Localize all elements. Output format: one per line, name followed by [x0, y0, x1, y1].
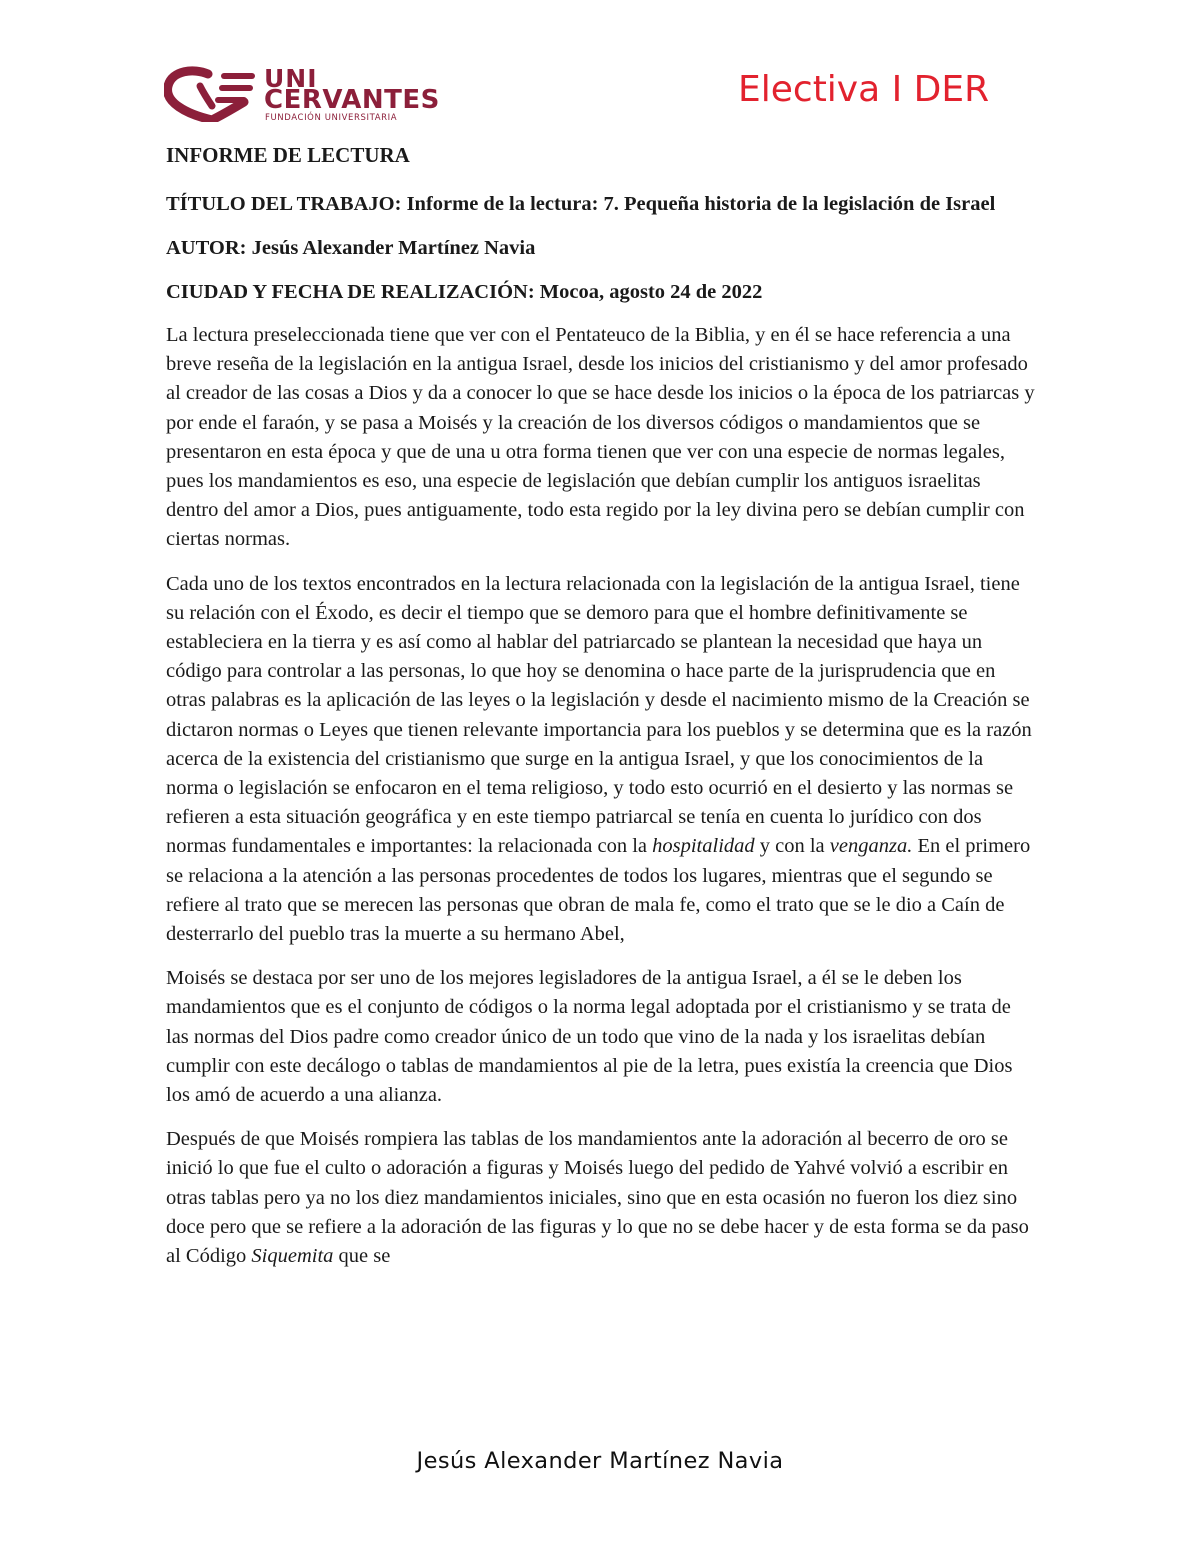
paragraph-1: La lectura preseleccionada tiene que ver con el Pentateuco de la Biblia, y en él se hace referencia a una breve reseña de la legislación en la antigua Israel, desde los inicios del cristianismo y del amor profesado al creador de las cosas a Dios y da a conocer lo que se hace desde los inicios o la época de los patriarcas y por ende el faraón, y se pasa a Moisés y la creación de los diversos códigos o mandamientos que se presentaron en esta época y que de una u otra forma tienen que ver con una especie de normas legales, pues los mandamientos es eso, una especie de legislación que debían cumplir los antiguos israelitas dentro del amor a Dios, pues antiguamente, todo esta regido por la ley divina pero se debían cumplir con ciertas normas. [166, 324, 1035, 551]
city-date-value: Mocoa, agosto 24 de 2022 [539, 281, 763, 303]
logo-text-fundacion: FUNDACIÓN UNIVERSITARIA [265, 113, 398, 123]
paragraph-2-text-a: Cada uno de los textos encontrados en la lectura relacionada con la legislación de la antigua Israel, tiene su relación con el Éxodo, es decir el tiempo que se demoro para que el hombre definitivamente se estableciera en la tierra y es así como al hablar del patriarcado se plantean la necesidad que haya un código para controlar a las personas, lo que hoy se denomina o hace parte de la jurisprudencia que en otras palabras es la aplicación de las leyes o la legislación y desde el nacimiento mismo de la Creación se dictaron normas o Leyes que tienen relevante importancia para los pueblos y se determina que es la razón acerca de la existencia del cristianismo que surge en la antigua Israel, y que los conocimientos de la norma o legislación se enfocaron en el tema religioso, y todo esto ocurrió en el desierto y las normas se refieren a esta situación geográfica y en este tiempo patriarcal se tenía en cuenta lo jurídico con dos normas fundamentales e importantes: la relacionada con la [166, 572, 1032, 858]
paragraph-2-text-b: y con la [754, 835, 830, 858]
author-value: Jesús Alexander Martínez Navia [251, 237, 536, 259]
paragraph-4 [166, 1125, 1038, 1271]
title-label: TÍTULO DEL TRABAJO: [166, 193, 402, 215]
city-date-field [166, 277, 1038, 307]
title-field [166, 189, 1038, 219]
author-field [166, 233, 1038, 263]
paragraph-2 [166, 570, 1038, 950]
logo-text-cervantes: CERVANTES [264, 85, 440, 115]
logo-text-uni: UNI [264, 64, 318, 93]
paragraph-3: Moisés se destaca por ser uno de los mejores legisladores de la antigua Israel, a él se le deben los mandamientos que es el conjunto de códigos o la norma legal adoptada por el cristianismo y se trata de las normas del Dios padre como creador único de un todo que vino de la nada y los israelitas debían cumplir con este decálogo o tablas de mandamientos al pie de la letra, pues existía la creencia que Dios los amó de acuerdo a una alianza. [166, 967, 1013, 1107]
paragraph-4-text-a: Después de que Moisés rompiera las tablas de los mandamientos ante la adoración al becerro de oro se inició lo que fue el culto o adoración a figuras y Moisés luego del pedido de Yahvé volvió a escribir en otras tablas pero ya no los diez mandamientos iniciales, sino que en esta ocasión no fueron los diez sino doce pero que se refiere a la adoración de las figuras y lo que no se debe hacer y de esta forma se da paso al Código [166, 1128, 1029, 1268]
document-heading: INFORME DE LECTURA [166, 143, 410, 167]
logo-mark-icon [164, 66, 260, 122]
page-footer-author: Jesús Alexander Martínez Navia [416, 1448, 784, 1474]
paragraph-2-italic-hospitalidad: hospitalidad [652, 835, 755, 858]
paragraph-2-italic-venganza: venganza. [829, 835, 913, 858]
course-title: Electiva I DER [738, 69, 990, 110]
paragraph-4-italic-siquemita: Siquemita [251, 1245, 334, 1268]
paragraph-2-text-c: En el primero se relaciona a la atención a las personas procedentes de todos los lugares, mientras que el segundo se refiere al trato que se merecen las personas que obran de mala fe, como el trato que se le dio a Caín de desterrarlo del pueblo tras la muerte a su hermano Abel, [166, 835, 1031, 946]
title-value: Informe de la lectura: 7. Pequeña historia de la legislación de Israel [406, 193, 996, 215]
author-label: AUTOR: [166, 237, 247, 259]
document-body [166, 140, 1038, 1286]
city-date-label: CIUDAD Y FECHA DE REALIZACIÓN: [166, 281, 535, 303]
unicervantes-logo [164, 66, 474, 122]
paragraph-4-text-b: que se [333, 1245, 391, 1268]
page-header [0, 0, 1200, 140]
